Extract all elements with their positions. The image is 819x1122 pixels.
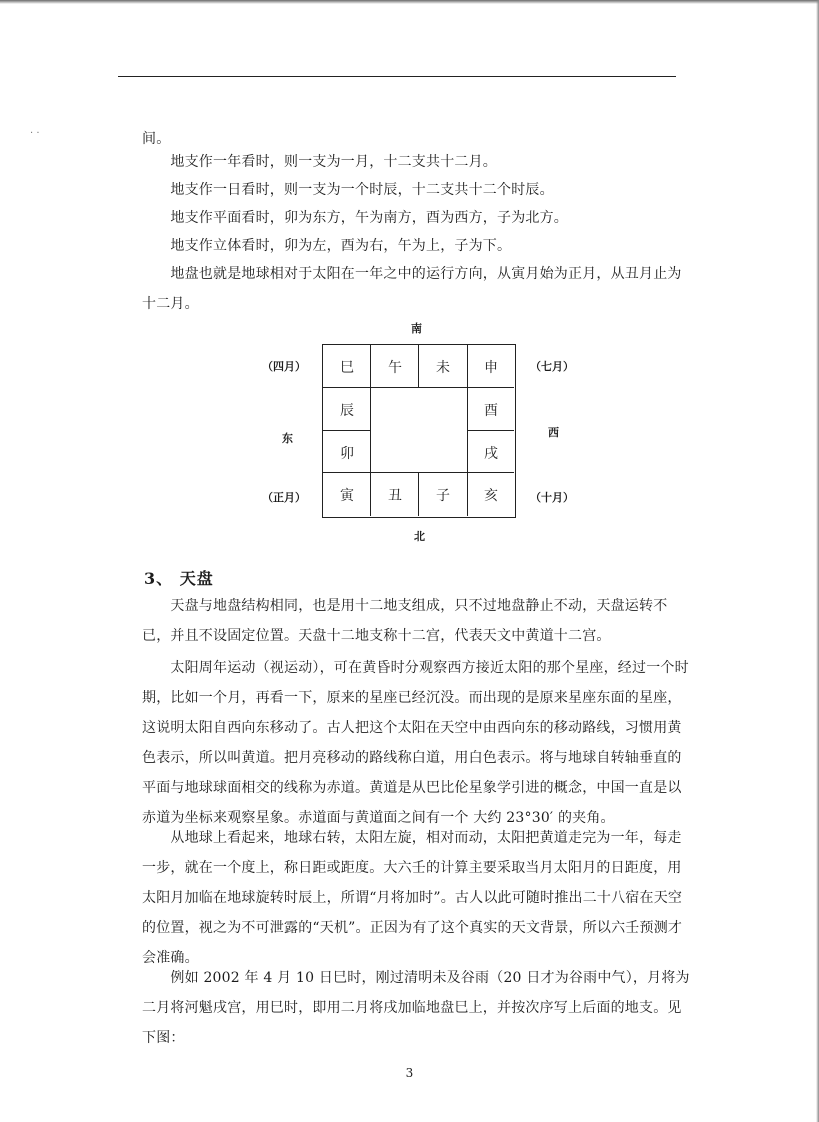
branch-cell-mao: 卯: [340, 445, 354, 462]
branch-cell-zi: 子: [436, 487, 450, 504]
direction-north: 北: [414, 530, 425, 543]
direction-east: 东: [282, 432, 293, 445]
paragraph-yue-jiang: 从地球上看起来，地球右转，太阳左旋，相对而动，太阳把黄道走完为一年，每走一步，就在一个度上，称日距或距度。大六壬的计算主要采取当月太阳月的日距度，用太阳月加临在地球旋转时辰上，所谓“月将加时”。古人以此可随时推出二十八宿在天空的位置，视之为不可泄露的“天机”。正因为有了这个真实的天文背景，所以六壬预测才会准确。: [142, 830, 683, 966]
direction-west: 西: [548, 426, 559, 439]
month-label-fourth: （四月）: [262, 360, 306, 373]
margin-mark: · ·: [30, 128, 40, 139]
branch-grid: [322, 344, 516, 518]
section-title: 3、 天盘: [144, 569, 214, 588]
scan-edge-top: [0, 0, 819, 4]
paragraph-earth-plate: 地盘也就是地球相对于太阳在一年之中的运行方向，从寅月始为正月，从丑月止为十二月。: [142, 266, 682, 312]
month-label-tenth: （十月）: [530, 491, 574, 504]
paragraph-plane: 地支作平面看时，卯为东方，午为南方，酉为西方，子为北方。: [142, 210, 568, 226]
page-number: 3: [405, 1066, 414, 1080]
branch-cell-chen: 辰: [340, 402, 354, 419]
direction-south: 南: [411, 322, 422, 335]
paragraph-continuation: 间。: [142, 131, 171, 147]
paragraph-heaven-plate: 天盘与地盘结构相同，也是用十二地支组成，只不过地盘静止不动，天盘运转不已，并且不设固定位置。天盘十二地支称十二宫，代表天文中黄道十二宫。: [142, 598, 668, 644]
branch-cell-yin: 寅: [340, 487, 354, 504]
month-label-first: （正月）: [262, 491, 306, 504]
branch-cell-hai: 亥: [484, 487, 498, 504]
branch-cell-shen: 申: [484, 359, 498, 376]
branch-cell-si: 巳: [340, 359, 354, 376]
paragraph-example: 例如 2002 年 4 月 10 日巳时，刚过清明未及谷雨（20 日才为谷雨中气），月将为二月将河魁戌宫，用巳时，即用二月将戌加临地盘巳上，并按次序写上后面的地支。见下图：: [142, 970, 690, 1046]
paragraph-year: 地支作一年看时，则一支为一月，十二支共十二月。: [142, 154, 497, 170]
branch-cell-wei: 未: [436, 359, 450, 376]
branch-cell-xu: 戌: [484, 445, 498, 462]
paragraph-sun-motion: 太阳周年运动（视运动），可在黄昏时分观察西方接近太阳的那个星座，经过一个时期，比如一个月，再看一下，原来的星座已经沉没。而出现的是原来星座东面的星座，这说明太阳自西向东移动了。古人把这个太阳在天空中由西向东的移动路线，习惯用黄色表示，所以叫黄道。把月亮移动的路线称白道，用白色表示。将与地球自转轴垂直的平面与地球球面相交的线称为赤道。黄道是从巴比伦星象学引进的概念，中国一直是以赤道为坐标来观察星象。赤道面与黄道面之间有一个 大约 23°30′ 的夹角。: [142, 660, 689, 826]
branch-cell-wu: 午: [388, 359, 402, 376]
branch-cell-chou: 丑: [388, 487, 402, 504]
paragraph-solid: 地支作立体看时，卯为左，酉为右，午为上，子为下。: [142, 238, 512, 254]
branch-cell-you: 酉: [484, 402, 498, 419]
paragraph-day: 地支作一日看时，则一支为一个时辰，十二支共十二个时辰。: [142, 182, 554, 198]
header-rule: [118, 76, 676, 77]
month-label-seventh: （七月）: [530, 360, 574, 373]
